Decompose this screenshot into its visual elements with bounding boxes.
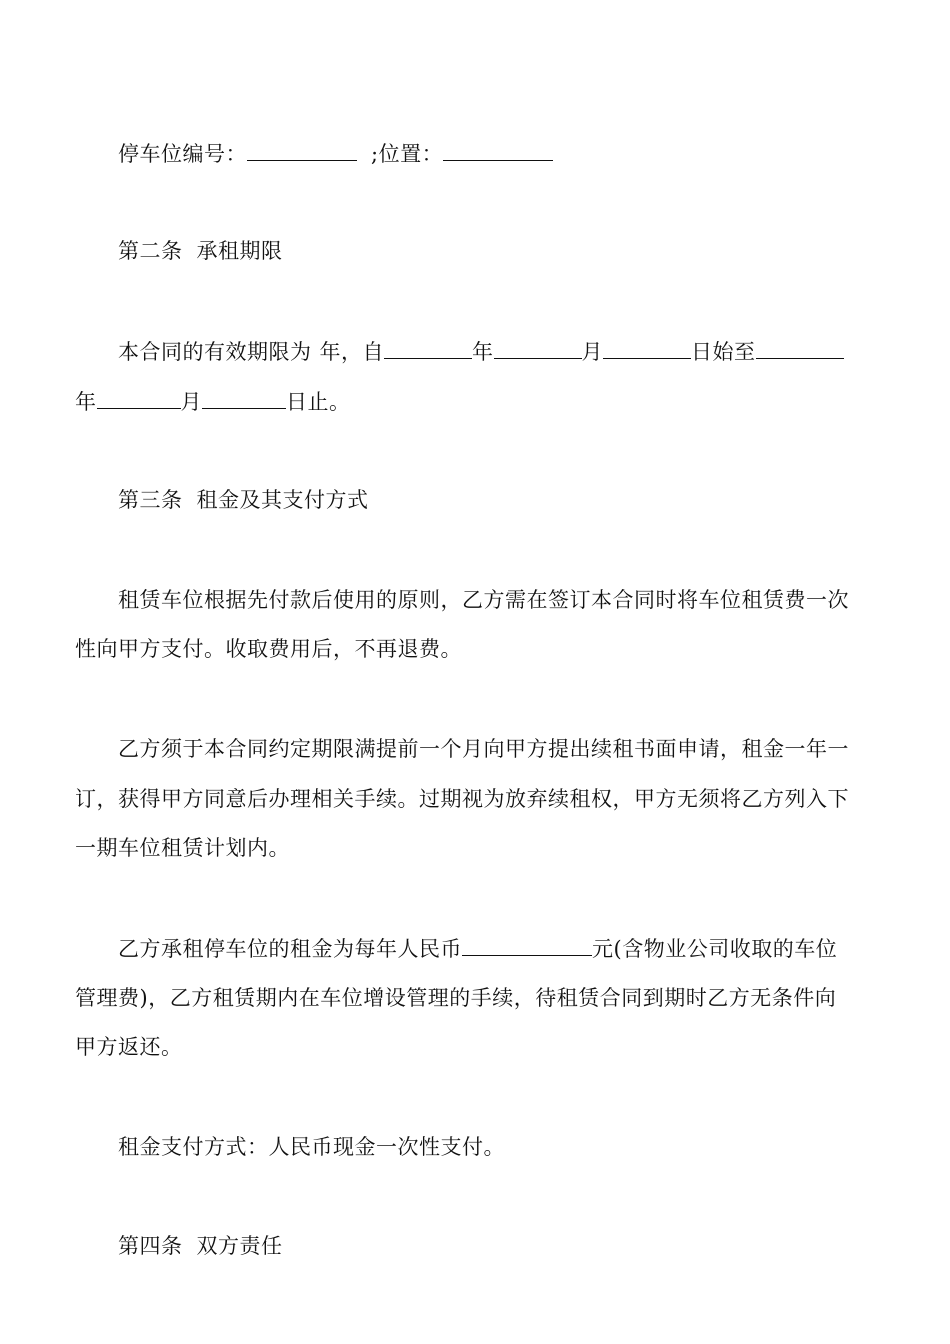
start-day-blank <box>603 338 691 359</box>
rent-paragraph-1-line-1: 租赁车位根据先付款后使用的原则，乙方需在签订本合同时将车位租赁费一次 <box>118 588 849 612</box>
term-start-day-label: 日始至 <box>691 340 756 364</box>
parking-number-blank <box>247 140 357 161</box>
rent-amount-suffix: 元(含物业公司收取的车位 <box>592 937 838 961</box>
term-text-b: 年，自 <box>319 340 384 364</box>
rent-paragraph-3-line-3: 甲方返还。 <box>75 1035 183 1059</box>
rent-amount-text: 乙方承租停车位的租金为每年人民币 <box>118 937 462 961</box>
end-year-blank <box>756 338 844 359</box>
term-end-year-label: 年 <box>75 390 97 414</box>
rent-paragraph-3-line-1 <box>118 935 880 962</box>
article-3-number: 第三条 <box>118 488 183 512</box>
article-2-heading <box>118 238 880 264</box>
rent-paragraph-3-line-2: 管理费)，乙方租赁期内在车位增设管理的手续，待租赁合同到期时乙方无条件向 <box>75 986 837 1010</box>
rent-amount-blank <box>462 935 592 956</box>
rent-paragraph-2-line-1: 乙方须于本合同约定期限满提前一个月向甲方提出续租书面申请，租金一年一 <box>118 737 849 761</box>
payment-method-line: 租金支付方式：人民币现金一次性支付。 <box>118 1135 505 1159</box>
article-4-heading <box>118 1233 880 1259</box>
parking-location-blank <box>443 140 553 161</box>
term-line-1 <box>118 338 880 365</box>
article-3-heading <box>118 487 880 513</box>
rent-paragraph-1-line-2: 性向甲方支付。收取费用后，不再退费。 <box>75 637 462 661</box>
parking-info-line <box>118 140 880 167</box>
start-month-blank <box>494 338 582 359</box>
term-month-label: 月 <box>581 340 603 364</box>
parking-location-label: ;位置： <box>371 142 444 166</box>
parking-number-label: 停车位编号： <box>118 142 247 166</box>
term-line-2 <box>75 388 880 415</box>
term-end-month-label: 月 <box>180 390 202 414</box>
rent-paragraph-2-line-3: 一期车位租赁计划内。 <box>75 836 290 860</box>
end-day-blank <box>202 388 286 409</box>
term-end-day-label: 日止。 <box>286 390 351 414</box>
article-4-title: 双方责任 <box>196 1234 283 1258</box>
end-month-blank <box>97 388 181 409</box>
article-2-title: 承租期限 <box>196 239 283 263</box>
rent-paragraph-2-line-2: 订，获得甲方同意后办理相关手续。过期视为放弃续租权，甲方无须将乙方列入下 <box>75 787 849 811</box>
article-4-number: 第四条 <box>118 1234 183 1258</box>
term-year-label: 年 <box>472 340 494 364</box>
article-2-number: 第二条 <box>118 239 183 263</box>
article-3-title: 租金及其支付方式 <box>196 488 369 512</box>
start-year-blank <box>384 338 472 359</box>
term-text-a: 本合同的有效期限为 <box>118 340 312 364</box>
